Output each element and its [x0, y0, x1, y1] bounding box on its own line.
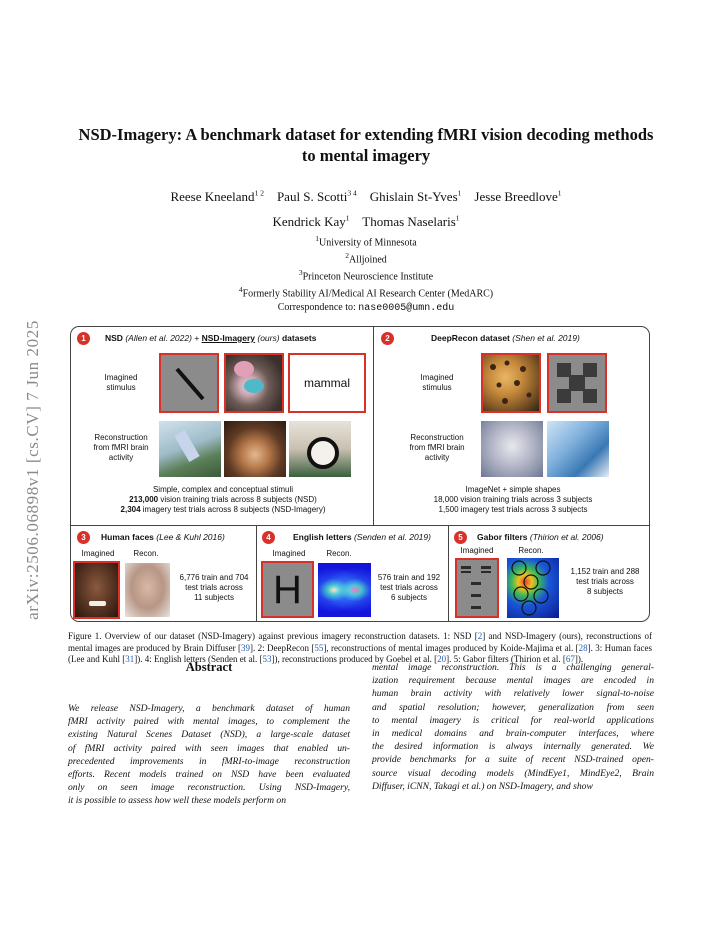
abstract-line: the desired information is always internally generated. We	[372, 741, 654, 753]
citation-link[interactable]: 53	[262, 654, 272, 664]
caption-text: ]).	[574, 654, 584, 664]
imagined-concept-word: mammal	[288, 353, 366, 413]
panel-2-desc-1: ImageNet + simple shapes	[465, 485, 561, 494]
panel-number: 5	[454, 531, 467, 544]
citation-link[interactable]: 20	[437, 654, 447, 664]
gabor-stripes	[457, 560, 497, 616]
correspondence: Correspondence to: nase0005@umn.edu	[277, 302, 455, 314]
caption-text: ]. 2: DeepRecon [	[249, 642, 315, 653]
spots-pattern	[483, 355, 539, 411]
abstract-line: precedented improvements in fMRI-to-image reconstruction	[68, 755, 350, 767]
author: Paul S. Scotti$^{3 4}$	[276, 189, 357, 205]
affiliation: $^4$Formerly Stability AI/Medical AI Research Center (MedARC)	[238, 285, 494, 300]
caption-text: ]). 4: English letters (Senden et al. [	[134, 654, 263, 664]
reconstruction-label: Reconstruction from fMRI brain activity	[93, 433, 149, 462]
author: Jesse Breedlove$^1$	[474, 189, 562, 205]
recon-col-label: Recon.	[326, 549, 352, 558]
divider	[373, 327, 374, 525]
email-link[interactable]: nase0005@umn.edu	[358, 303, 455, 314]
imagined-complex-image	[224, 353, 284, 413]
imagined-stimulus-label: Imagined stimulus	[104, 373, 138, 392]
affiliation: $^1$University of Minnesota	[315, 234, 417, 249]
abstract-line: in medical domains and brain-computer interfaces, where	[372, 728, 654, 740]
abstract-line: existing Natural Scenes Dataset (NSD), a large-scale dataset	[68, 729, 350, 741]
panel-2-desc-2: 18,000 vision training trials across 3 subjects	[433, 495, 593, 504]
citation-link[interactable]: 55	[314, 642, 324, 653]
divider	[71, 525, 649, 526]
imagined-letter-h: H	[261, 561, 314, 618]
caption-text: ]. 3: Human faces (Lee and Kuhl [	[68, 642, 653, 664]
abstract-line: fMRI activity paired with mental images, to complement the	[68, 716, 350, 728]
author: Kendrick Kay$^1$	[272, 214, 350, 230]
reconstruction-image-2	[547, 421, 609, 477]
imagined-stimulus-label: Imagined stimulus	[420, 373, 454, 392]
recon-col-label: Recon.	[133, 549, 159, 558]
smile-shape	[89, 601, 106, 606]
abstract-line: of fMRI activity paired with seen images that enabled un-	[68, 742, 350, 754]
arxiv-stamp-text: arXiv:2506.06898v1 [cs.CV] 7 Jun 2025	[23, 320, 42, 620]
abstract-right-column	[372, 661, 654, 793]
panel-2-heading: DeepRecon dataset (Shen et al. 2019)	[431, 333, 580, 343]
reconstruction-image-3	[289, 421, 351, 477]
caption-text: ]), reconstructions produced by Goebel et al. [	[271, 654, 438, 664]
abstract-line: it is possible to assess how well these models perform on	[68, 795, 286, 807]
dog-shape	[307, 437, 339, 469]
reconstruction-image-1	[481, 421, 543, 477]
diagonal-line-icon	[161, 355, 217, 411]
abstract-line: mental image reconstruction. This is a challenging general-	[372, 662, 654, 673]
caption-text: ], reconstructions of mental images produced by Koide-Majima et al. [	[323, 642, 579, 653]
author: Reese Kneeland$^{1 2}$	[170, 189, 264, 205]
object-shape	[234, 361, 254, 377]
abstract-line: human brain activity with relatively lower signal-to-noise	[372, 688, 654, 700]
abstract-heading: Abstract	[185, 660, 233, 674]
x-shape-icon	[549, 355, 605, 411]
caption-text: ]. 5: Gabor filters (Thirion et al. [	[446, 654, 566, 664]
imagined-gabor-image	[455, 558, 499, 618]
title-line-2: to mental imagery	[301, 146, 431, 165]
reconstruction-image-2	[224, 421, 286, 477]
author-line-2	[68, 214, 664, 230]
figure-shape	[174, 430, 199, 462]
recon-letter-heatmap	[318, 563, 371, 617]
abstract-line: We release NSD-Imagery, a benchmark dataset of human	[68, 703, 350, 714]
affiliation: $^3$Princeton Neuroscience Institute	[298, 268, 434, 283]
panel-4-desc: 576 train and 192 test trials across 6 subjects	[377, 573, 441, 602]
imagined-x-shape-image	[547, 353, 607, 413]
abstract-line: source visual decoding models (MindEye1, MindEye2, Brain	[372, 767, 654, 779]
affiliation: $^2$Alljoined	[345, 251, 387, 266]
title-line-1: NSD-Imagery: A benchmark dataset for extending fMRI vision decoding methods	[78, 125, 654, 144]
panel-1-desc-3: 2,304 imagery test trials across 8 subjects (NSD-Imagery)	[120, 505, 326, 514]
imagined-face-image	[73, 561, 120, 619]
caption-text: Figure 1. Overview of our dataset (NSD-Imagery) against previous imagery reconstruction datasets. 1: NSD [	[68, 631, 478, 641]
citation-link[interactable]: 2	[477, 631, 483, 641]
arxiv-stamp	[18, 270, 48, 670]
citation-link[interactable]: 31	[125, 654, 135, 664]
figure-1	[70, 326, 650, 622]
panel-number: 3	[77, 531, 90, 544]
citation-link[interactable]: 39	[240, 642, 250, 653]
panel-number: 4	[262, 531, 275, 544]
abstract-left-column	[68, 702, 350, 808]
abstract-line: provide benchmarks for a suite of recent NSD-trained open-	[372, 754, 654, 766]
gabor-circles	[507, 558, 559, 618]
recon-gabor-heatmap	[507, 558, 559, 618]
abstract-line: efforts. Recent models trained on NSD have been evaluated	[68, 769, 350, 781]
panel-number: 1	[77, 332, 90, 345]
imagined-col-label: Imagined	[460, 546, 494, 555]
panel-2-desc-3: 1,500 imagery test trials across 3 subjects	[438, 505, 588, 514]
panel-number: 2	[381, 332, 394, 345]
panel-5-desc: 1,152 train and 288 test trials across 8 subjects	[570, 567, 640, 596]
panel-1-desc-2: 213,000 vision training trials across 8 subjects (NSD)	[129, 495, 317, 504]
abstract-line: Diffuser, iCNN, Takagi et al.) on NSD-Imagery, and show	[372, 780, 593, 792]
author: Ghislain St-Yves$^1$	[369, 189, 462, 205]
object-shape	[244, 379, 264, 393]
recon-col-label: Recon.	[518, 546, 544, 555]
reconstruction-image-1	[159, 421, 221, 477]
panel-4-heading: English letters (Senden et al. 2019)	[293, 532, 431, 542]
panel-1-desc-1: Simple, complex and conceptual stimuli	[152, 485, 294, 494]
abstract-line: to mental imagery is critical for real-world applications	[372, 714, 654, 726]
panel-5-heading: Gabor filters (Thirion et al. 2006)	[477, 532, 604, 542]
imagined-line-image	[159, 353, 219, 413]
abstract-line: and spatial resolution; however, generalization from seen	[372, 701, 654, 713]
caption-text: ] and NSD-Imagery (ours), reconstructions of mental images are produced by Brain Diffuser [	[68, 631, 652, 653]
imagined-col-label: Imagined	[81, 549, 115, 558]
reconstruction-label: Reconstruction from fMRI brain activity	[409, 433, 465, 462]
panel-3-heading: Human faces (Lee & Kuhl 2016)	[101, 532, 225, 542]
author-line-1	[68, 189, 664, 205]
panel-1-heading: NSD (Allen et al. 2022) + NSD-Imagery (ours) datasets	[105, 333, 317, 343]
citation-link[interactable]: 67	[565, 654, 575, 664]
paper-title	[68, 124, 664, 166]
abstract-line: ization requirement because mental images are encoded in	[372, 675, 654, 687]
abstract-line: only on seen image reconstruction. Using NSD-Imagery,	[68, 782, 350, 794]
panel-3-desc: 6,776 train and 704 test trials across 11 subjects	[179, 573, 249, 602]
author: Thomas Naselaris$^1$	[362, 214, 460, 230]
recon-face-image	[125, 563, 170, 617]
imagined-col-label: Imagined	[272, 549, 306, 558]
imagined-leopard-image	[481, 353, 541, 413]
citation-link[interactable]: 28	[578, 642, 588, 653]
